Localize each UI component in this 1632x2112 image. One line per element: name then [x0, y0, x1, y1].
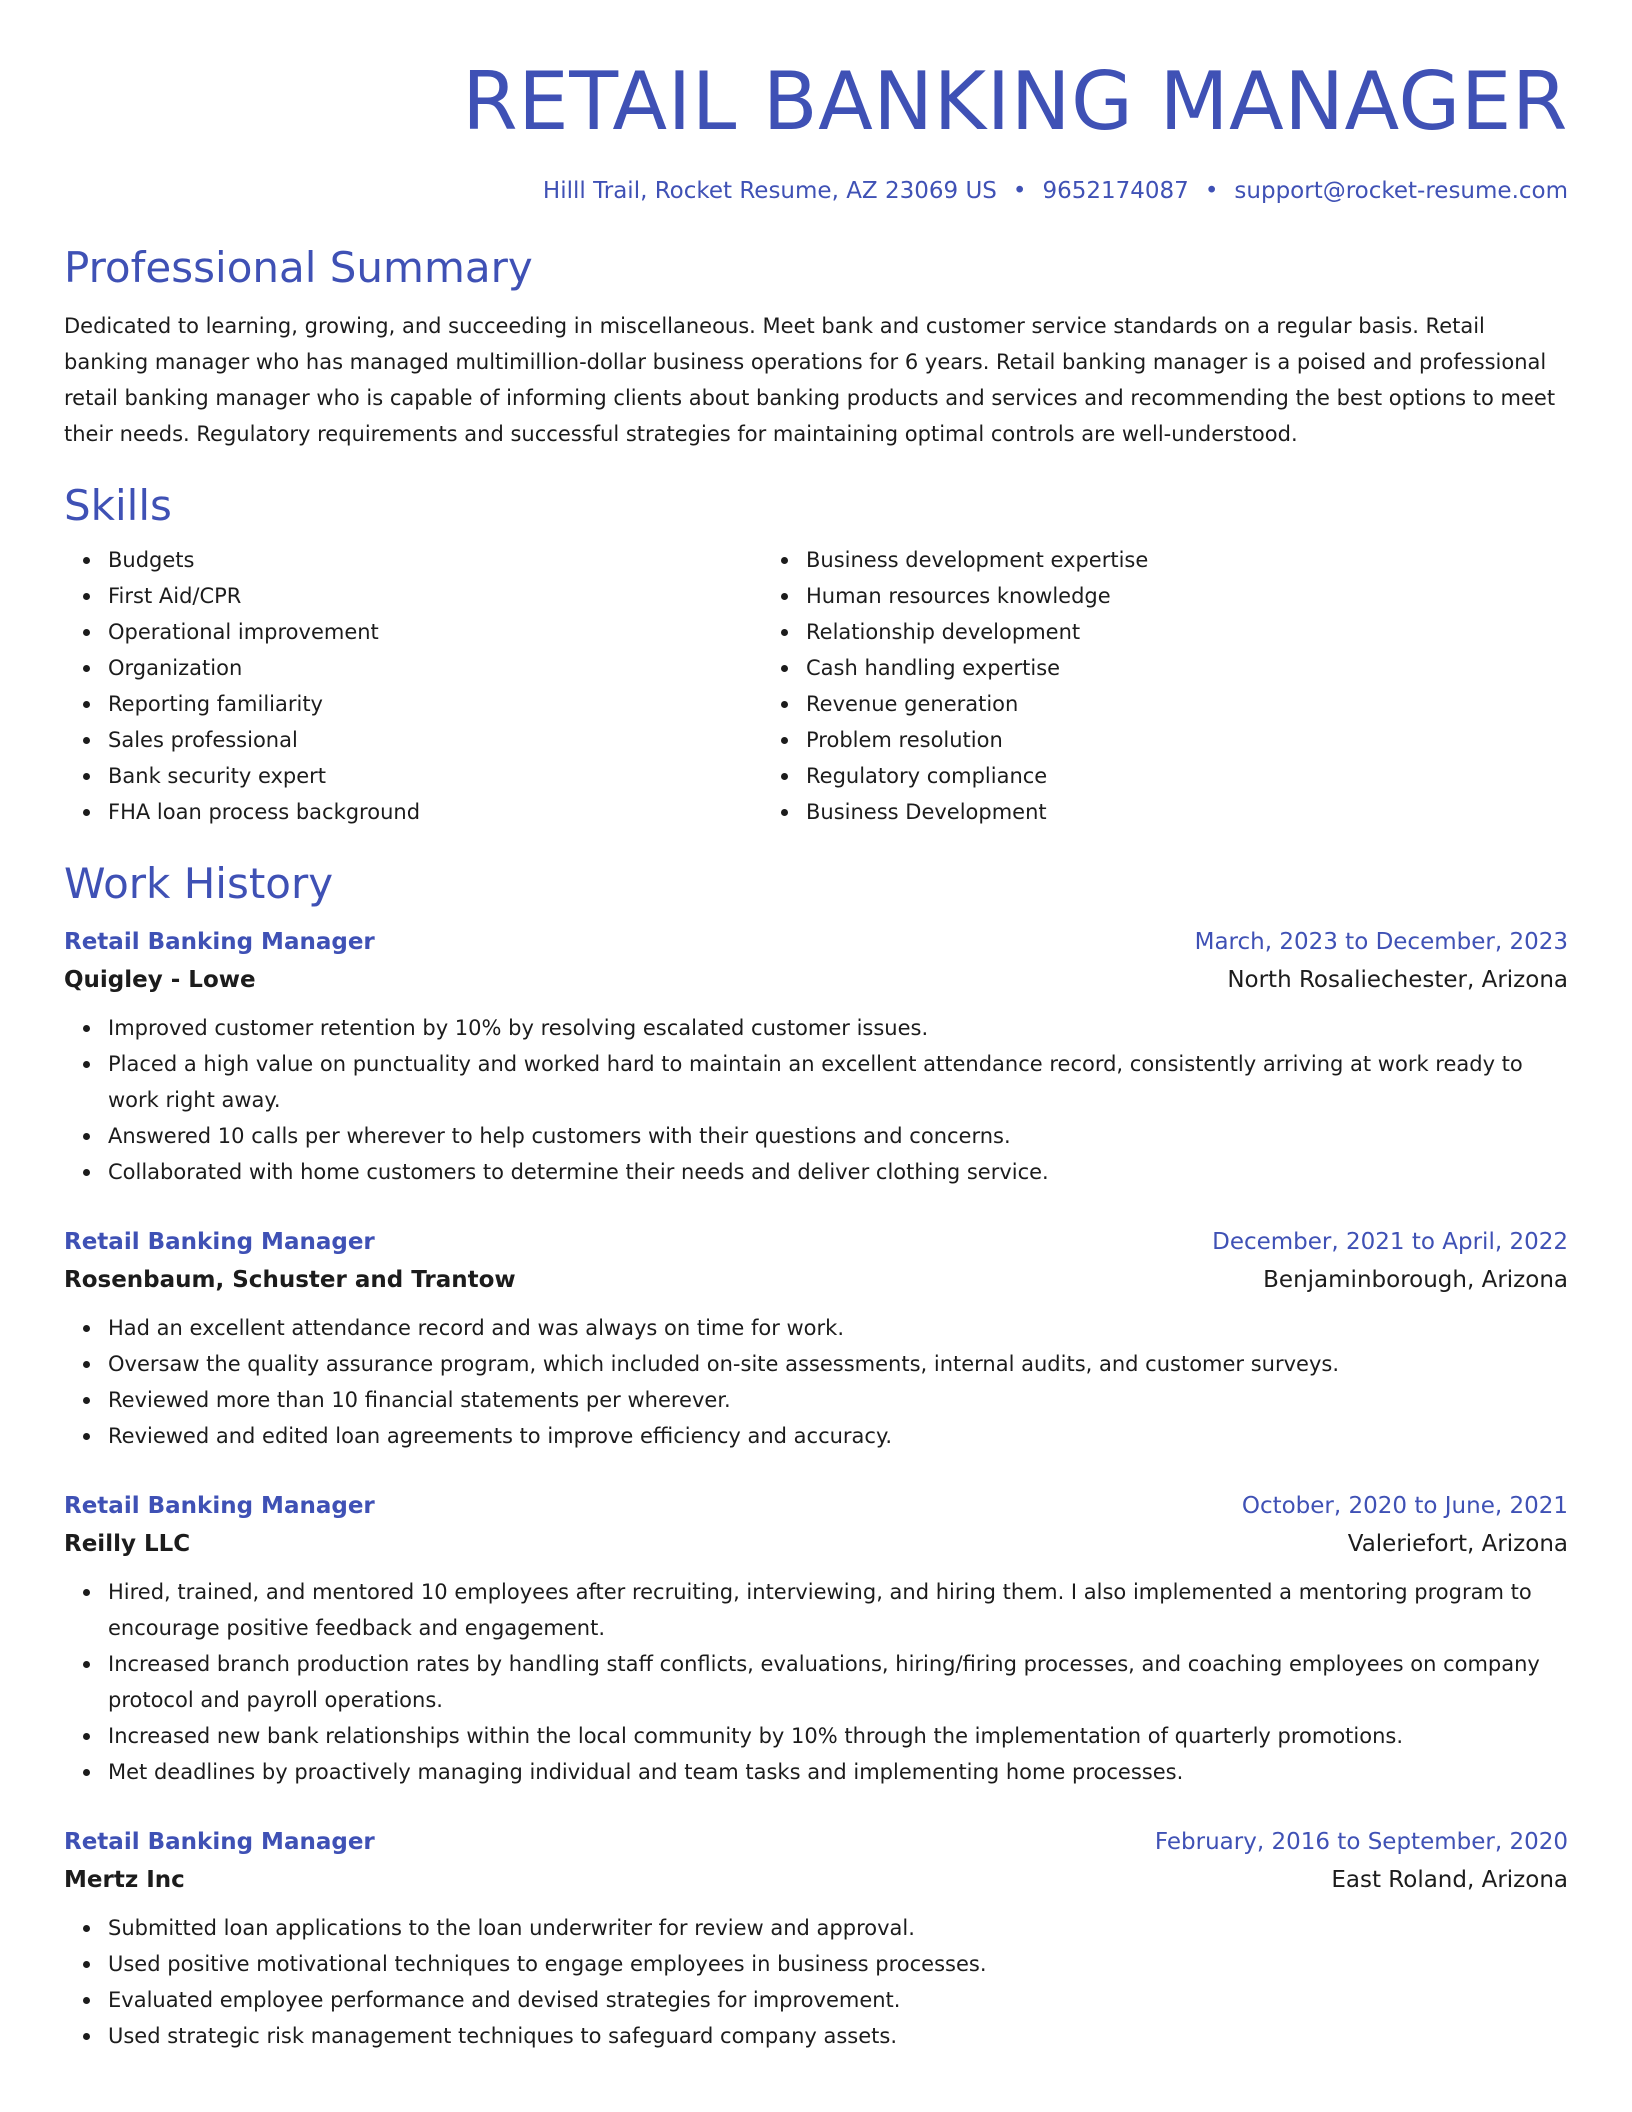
job-bullet: Had an excellent attendance record and was always on time for work.	[108, 1310, 1568, 1346]
job-bullet: Placed a high value on punctuality and worked hard to maintain an excellent attendance record, consistently arriving at work ready to work right away.	[108, 1046, 1568, 1118]
job-dates: March, 2023 to December, 2023	[1194, 929, 1568, 955]
job-bullets	[64, 1910, 1568, 2054]
skill-item: Revenue generation	[806, 686, 1460, 722]
job-title: Retail Banking Manager	[64, 929, 375, 955]
job-subheader	[64, 960, 1568, 1000]
job-bullet: Hired, trained, and mentored 10 employees after recruiting, interviewing, and hiring them. I also implemented a mentoring program to encourage positive feedback and engagement.	[108, 1574, 1568, 1646]
job-title: Retail Banking Manager	[64, 1493, 375, 1519]
skill-item: Business development expertise	[806, 542, 1460, 578]
job-bullet: Collaborated with home customers to determine their needs and deliver clothing service.	[108, 1154, 1568, 1190]
job-location: North Rosaliechester, Arizona	[1227, 967, 1568, 993]
job-bullet: Improved customer retention by 10% by resolving escalated customer issues.	[108, 1010, 1568, 1046]
skill-item: Relationship development	[806, 614, 1460, 650]
contact-address: Hilll Trail, Rocket Resume, AZ 23069 US	[542, 178, 997, 204]
skill-item: Bank security expert	[108, 758, 762, 794]
job-subheader	[64, 1260, 1568, 1300]
job-location: Benjaminborough, Arizona	[1263, 1267, 1568, 1293]
job-entry	[64, 924, 1568, 1190]
skill-item: Operational improvement	[108, 614, 762, 650]
job-dates: October, 2020 to June, 2021	[1241, 1493, 1568, 1519]
resume-page	[64, 0, 1568, 2054]
job-bullet: Answered 10 calls per wherever to help customers with their questions and concerns.	[108, 1118, 1568, 1154]
job-bullet: Met deadlines by proactively managing individual and team tasks and implementing home processes.	[108, 1754, 1568, 1790]
job-title: Retail Banking Manager	[64, 1829, 375, 1855]
job-bullets	[64, 1010, 1568, 1190]
resume-name: RETAIL BANKING MANAGER	[462, 55, 1568, 148]
job-header	[64, 1824, 1568, 1860]
skills-column-left	[64, 542, 762, 830]
skills-list	[64, 542, 1568, 830]
contact-line	[64, 176, 1568, 206]
job-entry	[64, 1224, 1568, 1454]
job-subheader	[64, 1860, 1568, 1900]
job-header	[64, 1488, 1568, 1524]
skill-item: Business Development	[806, 794, 1460, 830]
job-bullet: Increased branch production rates by handling staff conflicts, evaluations, hiring/firing processes, and coaching employees on company protocol and payroll operations.	[108, 1646, 1568, 1718]
contact-separator: •	[1012, 178, 1027, 204]
section-title-work-history: Work History	[64, 859, 334, 908]
job-bullet: Used positive motivational techniques to engage employees in business processes.	[108, 1946, 1568, 1982]
job-subheader	[64, 1524, 1568, 1564]
skill-item: Human resources knowledge	[806, 578, 1460, 614]
job-entry	[64, 1824, 1568, 2054]
job-location: East Roland, Arizona	[1331, 1867, 1568, 1893]
job-bullets	[64, 1310, 1568, 1454]
job-bullet: Increased new bank relationships within the local community by 10% through the implementation of quarterly promotions.	[108, 1718, 1568, 1754]
job-entry	[64, 1488, 1568, 1790]
contact-phone: 9652174087	[1042, 178, 1189, 204]
job-location: Valeriefort, Arizona	[1347, 1531, 1568, 1557]
job-company: Reilly LLC	[64, 1531, 191, 1557]
contact-separator: •	[1204, 178, 1219, 204]
contact-email: support@rocket-resume.com	[1234, 178, 1568, 204]
job-header	[64, 924, 1568, 960]
job-bullet: Reviewed more than 10 financial statements per wherever.	[108, 1382, 1568, 1418]
job-bullets	[64, 1574, 1568, 1790]
job-bullet: Evaluated employee performance and devised strategies for improvement.	[108, 1982, 1568, 2018]
job-company: Mertz Inc	[64, 1867, 185, 1893]
skill-item: First Aid/CPR	[108, 578, 762, 614]
section-title-summary: Professional Summary	[64, 243, 533, 292]
skill-item: Reporting familiarity	[108, 686, 762, 722]
skills-column-right	[762, 542, 1460, 830]
summary-text: Dedicated to learning, growing, and succeeding in miscellaneous. Meet bank and customer service standards on a regular basis. Retail banking manager who has managed multimillion-dollar business operations for 6 years. Retail banking manager is a poised and professional retail banking manager who is capable of informing clients about banking products and services and recommending the best options to meet their needs. Regulatory requirements and successful strategies for maintaining optimal controls are well-understood.	[64, 314, 1556, 446]
skill-item: Organization	[108, 650, 762, 686]
skill-item: FHA loan process background	[108, 794, 762, 830]
job-dates: December, 2021 to April, 2022	[1212, 1229, 1568, 1255]
job-dates: February, 2016 to September, 2020	[1154, 1829, 1568, 1855]
skill-item: Budgets	[108, 542, 762, 578]
section-title-skills: Skills	[64, 481, 172, 530]
job-company: Quigley - Lowe	[64, 967, 256, 993]
skill-item: Sales professional	[108, 722, 762, 758]
skill-item: Problem resolution	[806, 722, 1460, 758]
job-bullet: Used strategic risk management techniques to safeguard company assets.	[108, 2018, 1568, 2054]
job-company: Rosenbaum, Schuster and Trantow	[64, 1267, 516, 1293]
job-title: Retail Banking Manager	[64, 1229, 375, 1255]
job-bullet: Submitted loan applications to the loan underwriter for review and approval.	[108, 1910, 1568, 1946]
job-bullet: Reviewed and edited loan agreements to improve efficiency and accuracy.	[108, 1418, 1568, 1454]
skill-item: Cash handling expertise	[806, 650, 1460, 686]
job-bullet: Oversaw the quality assurance program, which included on-site assessments, internal audits, and customer surveys.	[108, 1346, 1568, 1382]
job-header	[64, 1224, 1568, 1260]
skill-item: Regulatory compliance	[806, 758, 1460, 794]
